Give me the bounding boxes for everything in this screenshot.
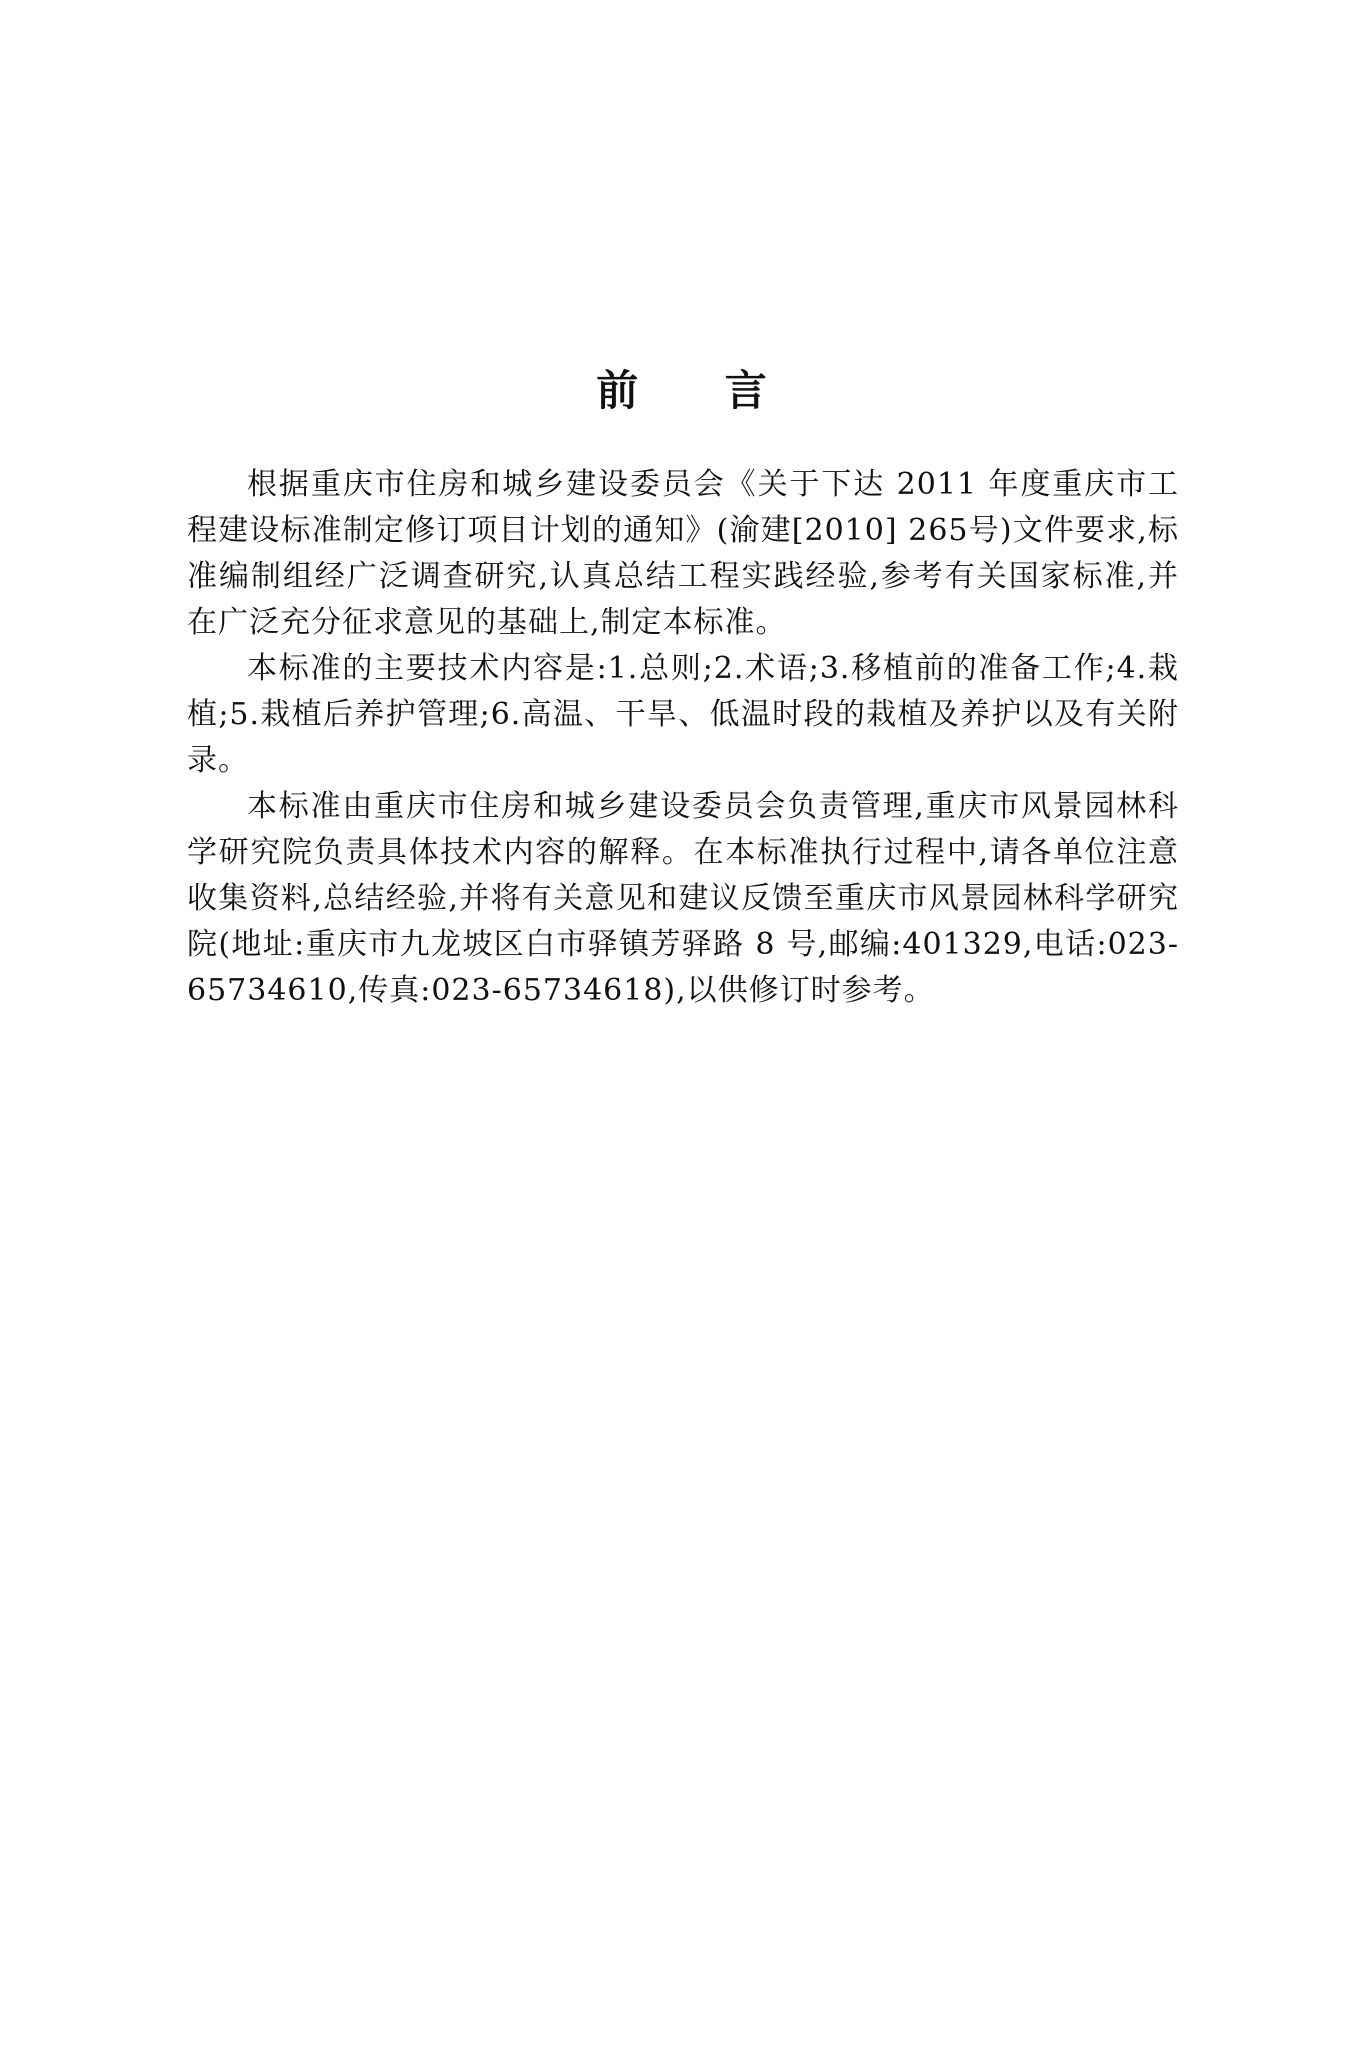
preface-paragraph: 本标准的主要技术内容是:1.总则;2.术语;3.移植前的准备工作;4.栽植;5.栽植后养护管理;6.高温、干旱、低温时段的栽植及养护以及有关附录。 xyxy=(187,651,1179,778)
preface-paragraph: 本标准由重庆市住房和城乡建设委员会负责管理,重庆市风景园林科学研究院负责具体技术内容的解释。在本标准执行过程中,请各单位注意收集资料,总结经验,并将有关意见和建议反馈至重庆市风景园林科学研究院(地址:重庆市九龙坡区白市驿镇芳驿路 8 号,邮编:401329,电话:023-65734610,传真:023-65734618),以供修订时参考。 xyxy=(187,789,1179,1008)
preface-paragraph: 根据重庆市住房和城乡建设委员会《关于下达 2011 年度重庆市工程建设标准制定修订项目计划的通知》(渝建[2010] 265号)文件要求,标准编制组经广泛调查研究,认真总结工程实践经验,参考有关国家标准,并在广泛充分征求意见的基础上,制定本标准。 xyxy=(187,467,1179,640)
preface-body xyxy=(187,462,1179,1014)
page-title: 前 言 xyxy=(596,366,803,416)
